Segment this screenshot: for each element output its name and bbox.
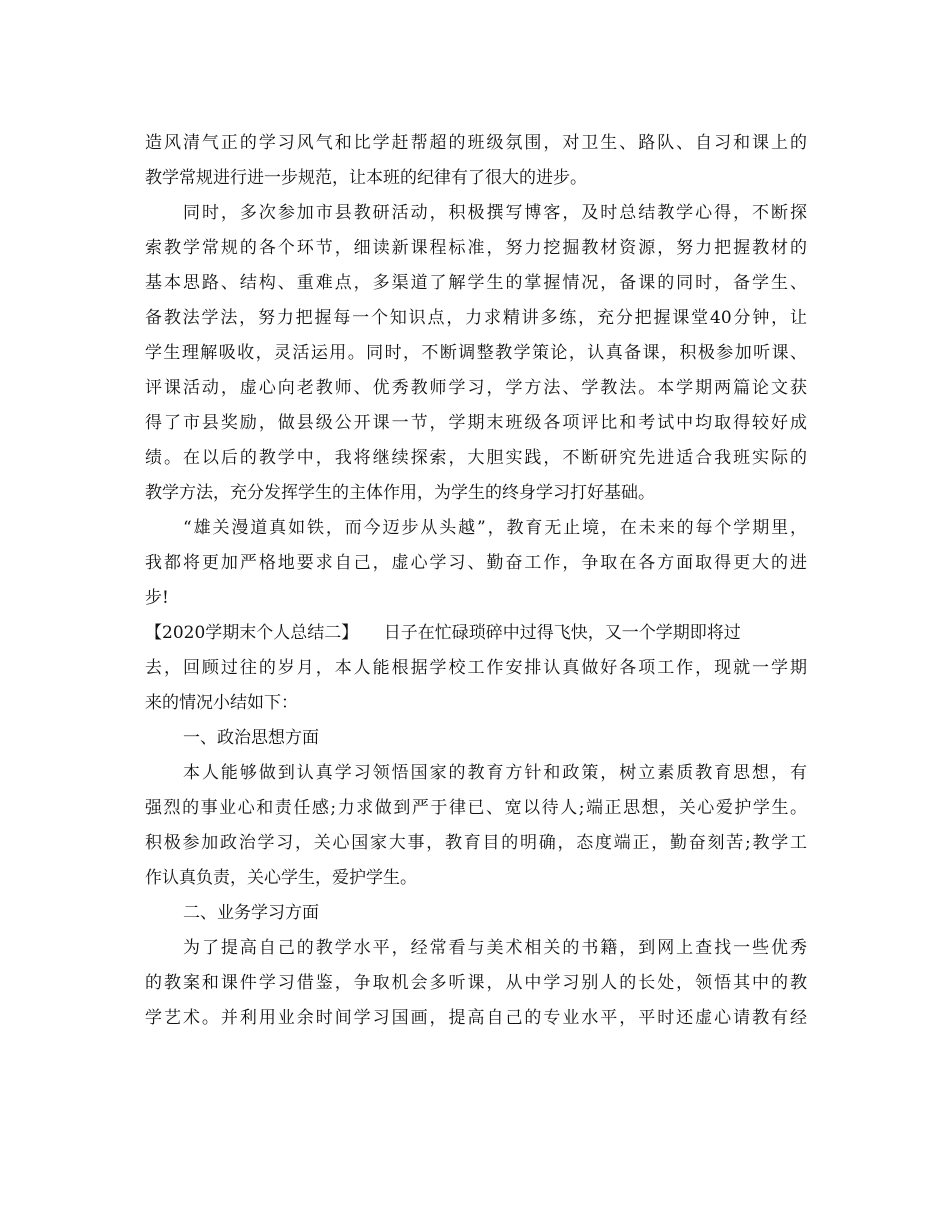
text-line: 强烈的事业心和责任感;力求做到严于律已、宽以待人;端正思想，关心爱护学生。: [145, 798, 807, 818]
text-line: 评课活动，虚心向老教师、优秀教师学习，学方法、学教法。本学期两篇论文获: [145, 378, 807, 398]
text-line: 来的情况小结如下：: [145, 693, 298, 713]
text-line: 本人能够做到认真学习领悟国家的教育方针和政策，树立素质教育思想，有: [183, 763, 807, 783]
text-line: 作认真负责，关心学生，爱护学生。: [145, 868, 417, 888]
text-line: 去，回顾过往的岁月，本人能根据学校工作安排认真做好各项工作，现就一学期: [145, 658, 807, 678]
text-line: 同时，多次参加市县教研活动，积极撰写博客，及时总结教学心得，不断探: [183, 203, 807, 223]
text-line: 备教法学法，努力把握每一个知识点，力求精讲多练，充分把握课堂40分钟，让: [145, 308, 807, 328]
section-title-line: 【2020学期末个人总结二】 日子在忙碌琐碎中过得飞快，又一个学期即将过: [145, 623, 741, 643]
text-line: 的教案和课件学习借鉴，争取机会多听课，从中学习别人的长处，领悟其中的教: [145, 973, 807, 993]
text-line: 教学方法，充分发挥学生的主体作用，为学生的终身学习打好基础。: [145, 483, 655, 503]
text-line: 索教学常规的各个环节，细读新课程标准，努力挖掘教材资源，努力把握教材的: [145, 238, 807, 258]
subheading: 二、业务学习方面: [183, 903, 319, 923]
text-line: 学艺术。并利用业余时间学习国画，提高自己的专业水平，平时还虚心请教有经: [145, 1008, 807, 1028]
text-line: 积极参加政治学习，关心国家大事，教育目的明确，态度端正，勤奋刻苦;教学工: [145, 833, 807, 853]
text-line: 造风清气正的学习风气和比学赶帮超的班级氛围，对卫生、路队、自习和课上的: [145, 133, 807, 153]
text-line: 步!: [145, 588, 169, 608]
text-line: 我都将更加严格地要求自己，虚心学习、勤奋工作，争取在各方面取得更大的进: [145, 553, 807, 573]
text-line: 基本思路、结构、重难点，多渠道了解学生的掌握情况，备课的同时，备学生、: [145, 273, 807, 293]
text-line: 学生理解吸收，灵活运用。同时，不断调整教学策论，认真备课，积极参加听课、: [145, 343, 807, 363]
text-line: 绩。在以后的教学中，我将继续探索，大胆实践，不断研究先进适合我班实际的: [145, 448, 807, 468]
text-line: 得了市县奖励，做县级公开课一节，学期末班级各项评比和考试中均取得较好成: [145, 413, 807, 433]
subheading: 一、政治思想方面: [183, 728, 319, 748]
text-line: 教学常规进行进一步规范，让本班的纪律有了很大的进步。: [145, 168, 587, 188]
text-line: “雄关漫道真如铁，而今迈步从头越”，教育无止境，在未来的每个学期里，: [183, 518, 807, 538]
text-line: 为了提高自己的教学水平，经常看与美术相关的书籍，到网上查找一些优秀: [183, 938, 807, 958]
document-body: [145, 126, 807, 1036]
